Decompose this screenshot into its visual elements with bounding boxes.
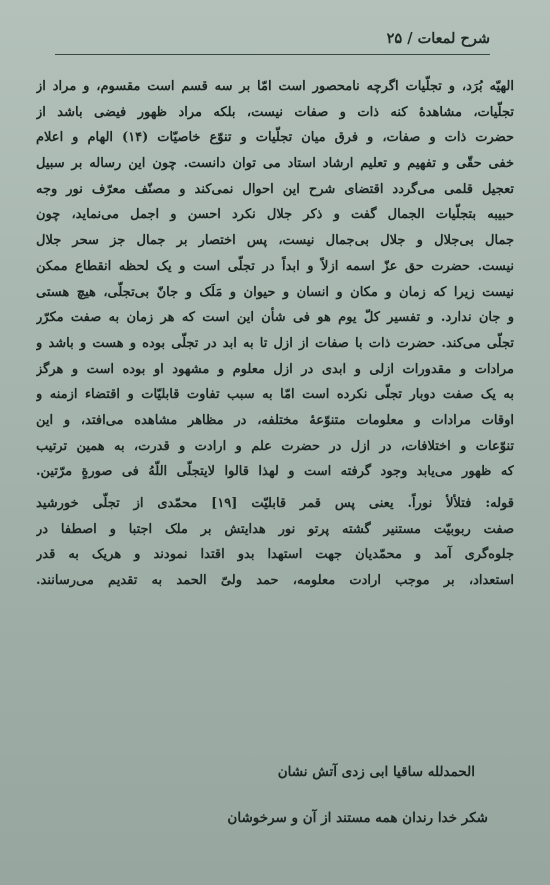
text-line: اوقات مرادات و معلومات متنوّعهٔ مختلفه، در مظاهر مشاهده می‌افتد، و این	[36, 412, 514, 428]
page-header	[55, 30, 490, 55]
main-text	[36, 74, 514, 594]
text-line: استعداد، بر موجب ارادت معلومه، حمد ولیّ الحمد به تقدیم می‌رسانند.	[36, 573, 514, 589]
text-line: تعجیل قلمی می‌گردد اقتضای شرح این احوال نمی‌کند و مصنّف معرّف نور وجه	[36, 181, 514, 197]
text-line: الهیّه بُرَد، و تجلّیات اگرچه نامحصور است امّا بر سه قسم است مقسوم، و مراد از	[36, 79, 514, 94]
text-line: حبیبه بتجلّیات الجمال گفت و ذکر جلال نکرد احسن و اجمل می‌نماید، چون	[36, 207, 514, 223]
verse-line-1: الحمدلله ساقیا ابی زدی آتش نشان	[277, 764, 475, 780]
text-line: تنوّعات و اختلافات، در ازل در حضرت علم و ارادت و قدرت، به همین ترتیب	[36, 438, 514, 454]
text-line: صفت ربوبیّت مستنیر گشته پرتو نور هدایتش بر ملک اجتبا و اصطفا در	[36, 521, 514, 537]
text-line: تجلّی می‌کند. حضرت ذات با صفات از ازل تا به ابد در تجلّی بوده و هست و باشد و	[36, 335, 514, 351]
text-line: خفی حقّی و تفهیم و تعلیم ارشاد استاد می توان دانست. چون این رساله بر سبیل	[36, 156, 514, 172]
text-line: نیست. حضرت حق عزّ اسمه ازلاً و ابداً در تجلّی است و یک لحظه انقطاع ممکن	[36, 258, 514, 274]
verse-line-2: شکر خدا رندان همه مستند از آن و سرخوشان	[227, 810, 488, 826]
text-line: نیست زیرا که زمان و مکان و انسان و حیوان و مَلَک و جانّ بی‌تجلّی، هیچ هستی	[36, 284, 514, 300]
text-line: جمال بی‌جلال و جلال بی‌جمال نیست، پس اختصار بر جمال جز سحر جلال	[36, 233, 514, 249]
text-line: که ظهور می‌یابد وجود گرفته است و لهذا قالوا لایتجلّی اللّهُ فی صورةٍ مرّتین.	[36, 464, 514, 480]
text-line: جلوه‌گری آمد و محمّدیان جهت استهدا بدو اقتدا نمودند و هریک به قدر	[36, 547, 514, 563]
paragraph-1	[36, 74, 514, 485]
text-line: تجلّیات، مشاهدهٔ کنه ذات و صفات نیست، بلکه مراد ظهور فیضی باشد از	[36, 104, 514, 120]
text-line: و جان ندارد. و تفسیر کلّ یوم هو فی شأن این است که هر زمان به صفت مکرّر	[36, 310, 514, 326]
text-line: مرادات و مقدورات ازلی و ابدی در ازل معلوم و مشهود او بوده است و هرگز	[36, 361, 514, 377]
text-line: حضرت ذات و صفات، و فرق میان تجلّیات و تنوّع خاصیّات (۱۴) الهام و اعلام	[36, 130, 514, 146]
running-title: شرح لمعات / ۲۵	[386, 30, 490, 47]
text-line: قوله: فتلألأ نوراً. یعنی پس قمر قابلیّت [۱۹] محمّدی از تجلّی خورشید	[36, 496, 514, 511]
paragraph-2	[36, 491, 514, 594]
text-line: به یک صفت دوبار تجلّی نکرده است امّا به سبب تفاوت قابلیّات و اقتضاء ازمنه و	[36, 387, 514, 403]
